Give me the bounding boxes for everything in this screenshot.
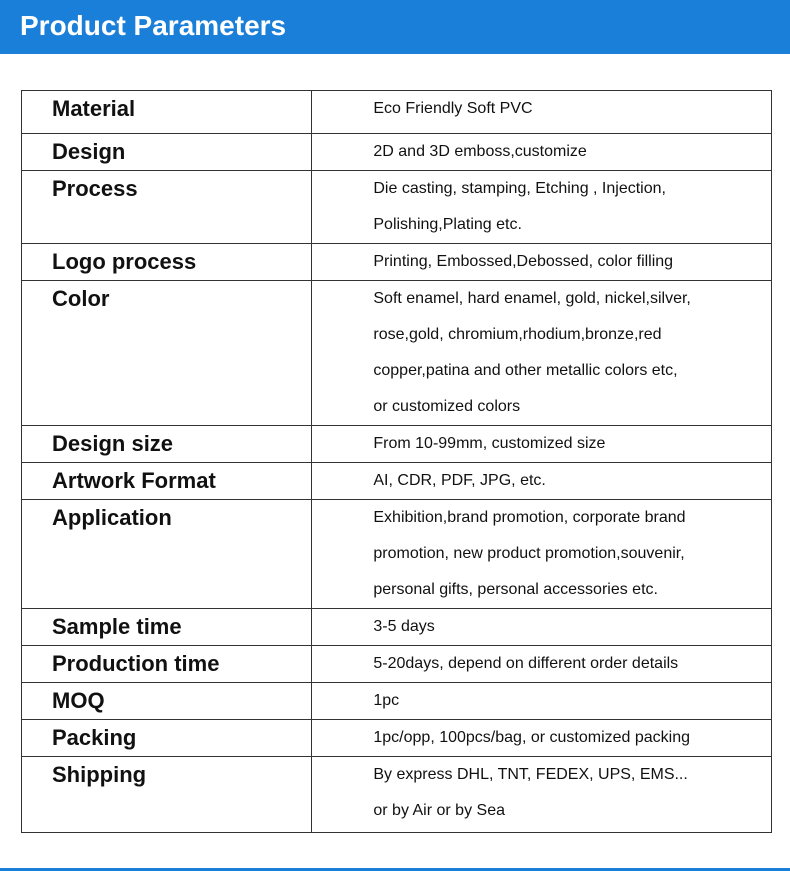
- table-row: [22, 463, 772, 500]
- table-row: [22, 281, 772, 426]
- table-row: [22, 757, 772, 833]
- table-row: [22, 720, 772, 757]
- table-row: [22, 171, 772, 244]
- param-value: From 10-99mm, customized size: [373, 435, 606, 452]
- param-value: AI, CDR, PDF, JPG, etc.: [373, 472, 546, 489]
- param-value-cell: [312, 683, 772, 720]
- param-label: Artwork Format: [52, 468, 216, 493]
- param-value: Eco Friendly Soft PVC: [373, 100, 533, 117]
- param-value-cell: [312, 134, 772, 171]
- param-value: Soft enamel, hard enamel, gold, nickel,silver, rose,gold, chromium,rhodium,bronze,red copper,patina and other metallic colors etc, or customized colors: [373, 290, 691, 415]
- param-value-cell: [312, 91, 772, 134]
- table-row: [22, 426, 772, 463]
- table-row: [22, 244, 772, 281]
- table-row: [22, 683, 772, 720]
- param-label: Production time: [52, 651, 220, 676]
- param-value-cell: [312, 646, 772, 683]
- param-value: By express DHL, TNT, FEDEX, UPS, EMS... or by Air or by Sea: [373, 766, 688, 819]
- param-label: Design: [52, 139, 126, 164]
- param-value: 5-20days, depend on different order details: [373, 655, 679, 672]
- param-label: Color: [52, 286, 110, 311]
- param-label-cell: [22, 463, 312, 500]
- param-label-cell: [22, 757, 312, 833]
- param-value: Printing, Embossed,Debossed, color filling: [373, 253, 674, 270]
- param-value-cell: [312, 500, 772, 609]
- param-label: MOQ: [52, 688, 105, 713]
- param-value-cell: [312, 463, 772, 500]
- param-label: Logo process: [52, 249, 197, 274]
- param-value: 1pc/opp, 100pcs/bag, or customized packing: [373, 729, 691, 746]
- param-label: Material: [52, 96, 136, 121]
- parameters-table: [21, 90, 772, 833]
- param-value-cell: [312, 281, 772, 426]
- param-value: Exhibition,brand promotion, corporate brand promotion, new product promotion,souvenir, personal gifts, personal accessories etc.: [373, 509, 686, 598]
- param-label: Sample time: [52, 614, 182, 639]
- param-value-cell: [312, 609, 772, 646]
- param-label-cell: [22, 281, 312, 426]
- table-row: [22, 134, 772, 171]
- param-label-cell: [22, 244, 312, 281]
- param-label: Process: [52, 176, 138, 201]
- page-title: Product Parameters: [20, 10, 287, 41]
- footer-divider: [0, 868, 790, 871]
- param-value: 3-5 days: [373, 618, 435, 635]
- table-row: [22, 609, 772, 646]
- param-label-cell: [22, 426, 312, 463]
- param-label: Design size: [52, 431, 174, 456]
- param-value-cell: [312, 244, 772, 281]
- param-label: Shipping: [52, 762, 147, 787]
- param-label-cell: [22, 720, 312, 757]
- param-value-cell: [312, 720, 772, 757]
- param-label-cell: [22, 171, 312, 244]
- table-row: [22, 500, 772, 609]
- param-label: Packing: [52, 725, 137, 750]
- param-value: 1pc: [373, 692, 400, 709]
- param-label-cell: [22, 646, 312, 683]
- param-label: Application: [52, 505, 172, 530]
- table-row: [22, 91, 772, 134]
- param-label-cell: [22, 609, 312, 646]
- header-banner: [0, 0, 790, 54]
- param-value: 2D and 3D emboss,customize: [373, 143, 587, 160]
- param-value-cell: [312, 757, 772, 833]
- param-value-cell: [312, 426, 772, 463]
- param-label-cell: [22, 91, 312, 134]
- param-value: Die casting, stamping, Etching , Injection, Polishing,Plating etc.: [373, 180, 666, 233]
- table-row: [22, 646, 772, 683]
- param-label-cell: [22, 134, 312, 171]
- param-value-cell: [312, 171, 772, 244]
- param-label-cell: [22, 500, 312, 609]
- param-label-cell: [22, 683, 312, 720]
